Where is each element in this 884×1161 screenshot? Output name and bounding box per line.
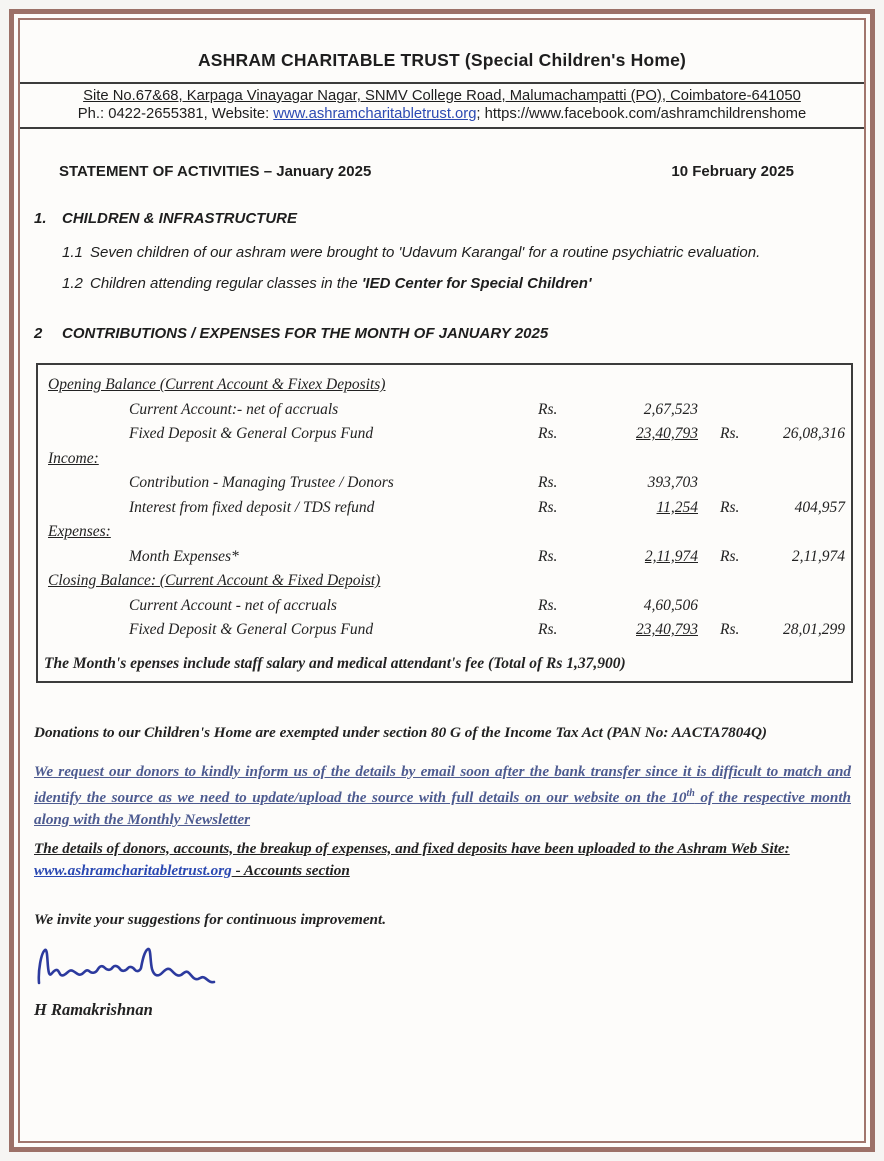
section-2-title: CONTRIBUTIONS / EXPENSES FOR THE MONTH OF JANUARY 2025 <box>62 325 549 342</box>
table-row <box>38 594 851 619</box>
superscript-th: th <box>686 787 695 799</box>
statement-date: 10 February 2025 <box>671 163 794 180</box>
page-frame-outer <box>9 9 875 1152</box>
amount-column-2: 404,957 <box>794 498 845 516</box>
row-section-label: Opening Balance (Current Account & Fixex Deposits) <box>48 376 386 394</box>
document-title: ASHRAM CHARITABLE TRUST (Special Children's Home) <box>197 50 687 70</box>
phone-label: Ph.: 0422-2655381, Website: <box>77 106 274 122</box>
table-row <box>38 545 851 570</box>
row-item-label: Interest from fixed deposit / TDS refund <box>129 498 375 516</box>
statement-heading-row <box>59 163 794 180</box>
section-2-heading <box>34 325 834 342</box>
row-section-label: Expenses: <box>48 523 111 541</box>
currency-label: Rs. <box>538 498 558 516</box>
signatory-name: H Ramakrishnan <box>34 999 153 1019</box>
row-item-label: Current Account - net of accruals <box>129 596 337 614</box>
amount-column-1: 2,67,523 <box>643 400 698 418</box>
financial-table <box>36 363 853 683</box>
list-item-1-2 <box>62 275 834 292</box>
table-row <box>38 471 851 496</box>
signature-image <box>34 941 224 993</box>
suggestions-note: We invite your suggestions for continuous improvement. <box>34 910 387 928</box>
donor-request-note: We request our donors to kindly inform us of the details by email soon after the bank transfer since it is difficult to match and identify the source as we need to update/upload the source with full details on our website on the 10th of the respective month along with the Monthly Newsletter <box>34 762 851 828</box>
statement-table-rows <box>38 373 851 643</box>
table-footnote: The Month's epenses include staff salary and medical attendant's fee (Total of Rs 1,37,900) <box>44 654 626 672</box>
currency-label: Rs. <box>538 621 558 639</box>
amount-column-2: 2,11,974 <box>791 547 845 565</box>
details-uploaded-note: The details of donors, accounts, the breakup of expenses, and fixed deposits have been uploaded to the Ashram Web Site: www.ashramcharitabletrust.org - Accounts section <box>34 839 790 879</box>
item-1-2-number: 1.2 <box>62 275 83 292</box>
section-1-title: CHILDREN & INFRASTRUCTURE <box>62 210 297 227</box>
table-row <box>38 447 851 472</box>
amount-column-1: 23,40,793 <box>636 621 698 639</box>
amount-column-2: 26,08,316 <box>783 425 845 443</box>
page-frame-inner <box>18 18 866 1143</box>
row-section-label: Closing Balance: (Current Account & Fixed Depoist) <box>48 572 381 590</box>
row-item-label: Fixed Deposit & General Corpus Fund <box>129 425 374 443</box>
signature-block <box>34 941 864 998</box>
amount-column-1: 2,11,974 <box>644 547 698 565</box>
table-row <box>38 569 851 594</box>
address-line-2 <box>20 105 864 123</box>
accounts-section-link: www.ashramcharitabletrust.org <box>34 861 232 879</box>
table-row <box>38 496 851 521</box>
item-1-1-text: Seven children of our ashram were brought to 'Udavum Karangal' for a routine psychiatric evaluation. <box>90 244 761 261</box>
table-row <box>38 520 851 545</box>
currency-label: Rs. <box>720 498 740 516</box>
currency-label: Rs. <box>538 474 558 492</box>
statement-heading: STATEMENT OF ACTIVITIES – January 2025 <box>59 163 372 180</box>
currency-label: Rs. <box>538 400 558 418</box>
section-2-number: 2 <box>34 325 43 342</box>
row-item-label: Current Account:- net of accruals <box>129 400 339 418</box>
list-item-1-1 <box>62 244 834 261</box>
section-1-heading <box>34 210 834 227</box>
row-item-label: Contribution - Managing Trustee / Donors <box>129 474 394 492</box>
currency-label: Rs. <box>538 596 558 614</box>
amount-column-1: 11,254 <box>656 498 698 516</box>
amount-column-1: 393,703 <box>647 474 698 492</box>
donations-exemption-note: Donations to our Children's Home are exempted under section 80 G of the Income Tax Act (PAN No: AACTA7804Q) <box>34 723 767 741</box>
currency-label: Rs. <box>720 621 740 639</box>
address-line-1: Site No.67&68, Karpaga Vinayagar Nagar, SNMV College Road, Malumachampatti (PO), Coimbatore-641050 <box>83 88 801 104</box>
currency-label: Rs. <box>538 547 558 565</box>
row-item-label: Month Expenses* <box>129 547 239 565</box>
table-row <box>38 422 851 447</box>
amount-column-2: 28,01,299 <box>783 621 845 639</box>
section-1-number: 1. <box>34 210 47 227</box>
currency-label: Rs. <box>720 425 740 443</box>
row-item-label: Fixed Deposit & General Corpus Fund <box>129 621 374 639</box>
currency-label: Rs. <box>720 547 740 565</box>
amount-column-1: 4,60,506 <box>643 596 698 614</box>
website-link: www.ashramcharitabletrust.org <box>273 106 477 122</box>
row-section-label: Income: <box>48 449 99 467</box>
item-1-2-text: Children attending regular classes in the 'IED Center for Special Children' <box>90 275 592 292</box>
currency-label: Rs. <box>538 425 558 443</box>
item-1-1-number: 1.1 <box>62 244 83 261</box>
table-row <box>38 373 851 398</box>
address-band <box>20 82 864 129</box>
facebook-url: ; https://www.facebook.com/ashramchildrenshome <box>476 106 807 122</box>
amount-column-1: 23,40,793 <box>636 425 698 443</box>
table-row <box>38 618 851 643</box>
table-row <box>38 398 851 423</box>
